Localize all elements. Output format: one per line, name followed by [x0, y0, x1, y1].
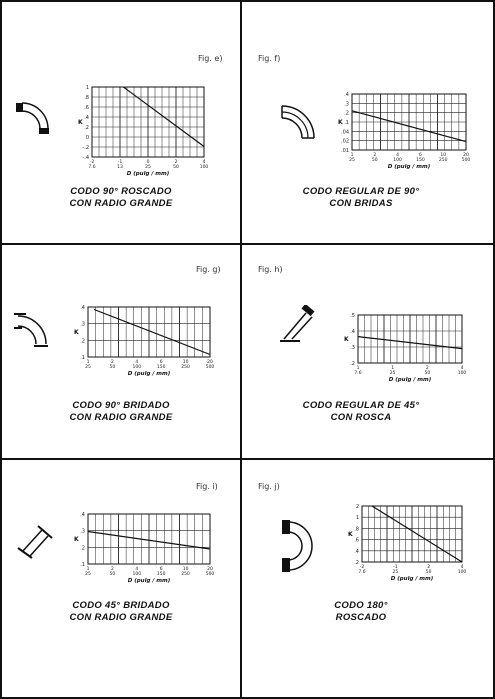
- k-axis-label: K: [78, 119, 83, 126]
- caption-line-2: CON RADIO GRANDE: [69, 198, 173, 209]
- caption-line-1: CODO REGULAR DE 90°: [302, 186, 420, 197]
- x-tick-label-pulg: -2: [89, 160, 95, 165]
- x-tick-label-mm: 25: [392, 570, 399, 575]
- threaded-elbow-90-icon: [14, 97, 54, 137]
- caption-line-2: CON ROSCA: [330, 412, 392, 423]
- x-tick-label-pulg: 1: [350, 153, 354, 158]
- y-tick-label: .04: [341, 129, 349, 136]
- k-axis-label: K: [348, 531, 353, 538]
- x-tick-label-pulg: 6: [159, 360, 163, 365]
- x-tick-label-mm: 25: [349, 158, 355, 163]
- chart-i: [74, 512, 215, 584]
- y-tick-label: .2: [80, 545, 85, 552]
- x-tick-label-mm: 100: [132, 365, 142, 370]
- x-tick-label-pulg: 1: [86, 360, 90, 365]
- return-bend-180-icon: [280, 516, 324, 576]
- x-tick-label-mm: 25: [85, 365, 91, 370]
- y-tick-label: .4: [84, 115, 89, 121]
- x-tick-label-pulg: 20: [463, 153, 469, 158]
- x-axis-label: D (pulg / mm): [127, 578, 171, 584]
- x-tick-label-mm: 50: [173, 165, 179, 170]
- x-tick-label-mm: 50: [425, 570, 432, 575]
- x-tick-label-pulg: 2: [110, 567, 114, 572]
- chart-f: [338, 92, 471, 170]
- x-tick-label-pulg: 1: [356, 366, 360, 371]
- x-axis-label: D (pulg / mm): [387, 164, 431, 170]
- x-tick-label-mm: 7.6: [358, 570, 366, 575]
- x-tick-label-pulg: 10: [182, 360, 189, 365]
- x-axis-label: D (pulg / mm): [126, 171, 170, 177]
- caption-line-2: ROSCADO: [335, 612, 387, 623]
- x-tick-label-pulg: 4: [202, 160, 206, 165]
- y-tick-label: .2: [350, 361, 355, 367]
- figure-label: Fig. f): [258, 54, 281, 63]
- figure-label: Fig. h): [258, 265, 283, 274]
- figure-caption: [242, 600, 480, 624]
- caption-line-2: CON BRIDAS: [329, 198, 393, 209]
- chart-g: [74, 305, 215, 377]
- x-tick-label-pulg: 4: [396, 153, 400, 158]
- x-tick-label-mm: 100: [457, 570, 467, 575]
- figure-caption: [2, 600, 240, 624]
- x-tick-label-mm: 7.6: [354, 371, 362, 376]
- x-tick-label-mm: 500: [205, 365, 215, 370]
- y-tick-label: .3: [80, 528, 85, 535]
- y-tick-label: .8: [84, 95, 89, 101]
- x-tick-label-pulg: 2: [174, 160, 178, 165]
- figure-panel-j: [242, 460, 480, 688]
- x-axis-label: D (pulg / mm): [127, 371, 171, 377]
- y-tick-label: -.4: [82, 155, 89, 161]
- flanged-elbow-90-icon: [12, 310, 52, 350]
- x-tick-label-pulg: 4: [135, 360, 139, 365]
- y-tick-label: .6: [84, 105, 89, 111]
- y-tick-label: -.2: [82, 145, 89, 151]
- x-tick-label-mm: 25: [145, 165, 151, 170]
- figure-label: Fig. i): [196, 482, 218, 491]
- y-tick-label: .02: [341, 138, 349, 145]
- x-tick-label-mm: 100: [199, 165, 209, 170]
- y-tick-label: .3: [344, 101, 349, 108]
- caption-line-2: CON RADIO GRANDE: [69, 612, 173, 623]
- x-tick-label-pulg: 6: [418, 153, 422, 158]
- y-tick-label: 1: [85, 85, 89, 91]
- y-tick-label: 2: [355, 504, 359, 510]
- x-tick-label-pulg: -1: [117, 160, 123, 165]
- x-tick-label-pulg: 10: [182, 567, 189, 572]
- y-tick-label: 1: [355, 515, 359, 522]
- x-tick-label-pulg: 2: [427, 565, 431, 570]
- caption-line-1: CODO 45° BRIDADO: [72, 600, 170, 611]
- x-tick-label-pulg: 4: [460, 366, 464, 371]
- x-tick-label-pulg: -2: [359, 565, 365, 570]
- figure-caption: [242, 400, 480, 424]
- y-tick-label: .4: [80, 305, 85, 311]
- x-axis-label: D (pulg / mm): [388, 377, 432, 383]
- chart-e: [78, 85, 209, 177]
- y-tick-label: .2: [80, 338, 85, 345]
- y-tick-label: .1: [80, 562, 85, 568]
- x-tick-label-mm: 250: [181, 365, 190, 370]
- x-tick-label-pulg: 1: [391, 366, 395, 371]
- y-tick-label: .01: [341, 148, 349, 154]
- x-tick-label-mm: 50: [371, 158, 378, 163]
- x-axis-label: D (pulg / mm): [390, 576, 434, 582]
- y-tick-label: .2: [344, 110, 349, 117]
- y-tick-label: .1: [344, 120, 349, 126]
- caption-line-1: CODO REGULAR DE 45°: [302, 400, 420, 411]
- y-tick-label: .2: [354, 560, 359, 566]
- caption-line-1: CODO 180°: [334, 600, 388, 611]
- threaded-elbow-45-icon: [278, 305, 320, 345]
- x-tick-label-mm: 7.6: [88, 165, 96, 170]
- x-tick-label-mm: 25: [85, 572, 91, 577]
- y-tick-label: .2: [84, 125, 89, 131]
- x-tick-label-pulg: 4: [135, 567, 139, 572]
- x-tick-label-mm: 50: [424, 371, 431, 376]
- caption-line-1: CODO 90° BRIDADO: [72, 400, 170, 411]
- y-tick-label: .3: [350, 345, 355, 351]
- k-axis-label: K: [338, 119, 343, 126]
- flanged-elbow-45-icon: [16, 520, 56, 560]
- x-tick-label-pulg: 20: [207, 567, 213, 572]
- x-tick-label-pulg: 10: [440, 153, 447, 158]
- figure-label: Fig. e): [198, 54, 223, 63]
- x-tick-label-mm: 50: [109, 572, 116, 577]
- x-tick-label-pulg: 2: [373, 153, 377, 158]
- k-curve: [94, 310, 210, 355]
- y-tick-label: .4: [354, 548, 359, 555]
- k-axis-label: K: [74, 536, 79, 543]
- x-tick-label-mm: 150: [416, 158, 425, 163]
- figure-panel-e: [2, 2, 240, 230]
- figure-label: Fig. j): [258, 482, 280, 491]
- x-tick-label-mm: 150: [156, 365, 166, 370]
- x-tick-label-mm: 100: [132, 572, 142, 577]
- x-tick-label-pulg: 4: [460, 565, 464, 570]
- caption-line-2: CON RADIO GRANDE: [69, 412, 173, 423]
- x-tick-label-mm: 500: [205, 572, 215, 577]
- y-tick-label: .3: [80, 321, 85, 328]
- y-tick-label: 0: [85, 135, 89, 141]
- x-tick-label-pulg: 6: [159, 567, 163, 572]
- x-tick-label-mm: 250: [438, 158, 448, 163]
- chart-h: [344, 313, 467, 383]
- y-tick-label: .6: [354, 537, 359, 544]
- k-axis-label: K: [344, 336, 349, 343]
- x-tick-label-pulg: 20: [207, 360, 213, 365]
- figure-panel-g: [2, 245, 240, 473]
- x-tick-label-pulg: 0: [146, 160, 150, 165]
- x-tick-label-mm: 25: [389, 371, 396, 376]
- x-tick-label-pulg: 1: [86, 567, 90, 572]
- y-tick-label: .4: [350, 329, 355, 335]
- figure-panel-h: [242, 245, 480, 473]
- x-tick-label-mm: 250: [181, 572, 190, 577]
- chart-j: [348, 504, 467, 582]
- x-tick-label-mm: 150: [156, 572, 166, 577]
- figure-caption: [2, 400, 240, 424]
- figure-label: Fig. g): [196, 265, 221, 274]
- x-tick-label-pulg: 2: [425, 366, 429, 371]
- x-tick-label-pulg: 2: [110, 360, 114, 365]
- caption-line-1: CODO 90° ROSCADO: [70, 186, 172, 197]
- figure-caption: [242, 186, 480, 210]
- x-tick-label-mm: 100: [457, 371, 467, 376]
- y-tick-label: .4: [80, 512, 85, 518]
- figure-caption: [2, 186, 240, 210]
- y-tick-label: .4: [344, 92, 349, 98]
- k-curve: [372, 506, 462, 562]
- y-tick-label: .5: [350, 313, 355, 319]
- regular-elbow-90-icon: [278, 102, 318, 142]
- x-tick-label-mm: 50: [109, 365, 116, 370]
- x-tick-label-mm: 500: [461, 158, 471, 163]
- x-tick-label-pulg: -1: [393, 565, 398, 570]
- k-axis-label: K: [74, 329, 79, 336]
- figure-panel-f: [242, 2, 480, 230]
- y-tick-label: .8: [354, 526, 359, 533]
- y-tick-label: .1: [80, 355, 85, 361]
- x-tick-label-mm: 13: [117, 165, 123, 170]
- figure-panel-i: [2, 460, 240, 688]
- x-tick-label-mm: 100: [393, 158, 402, 163]
